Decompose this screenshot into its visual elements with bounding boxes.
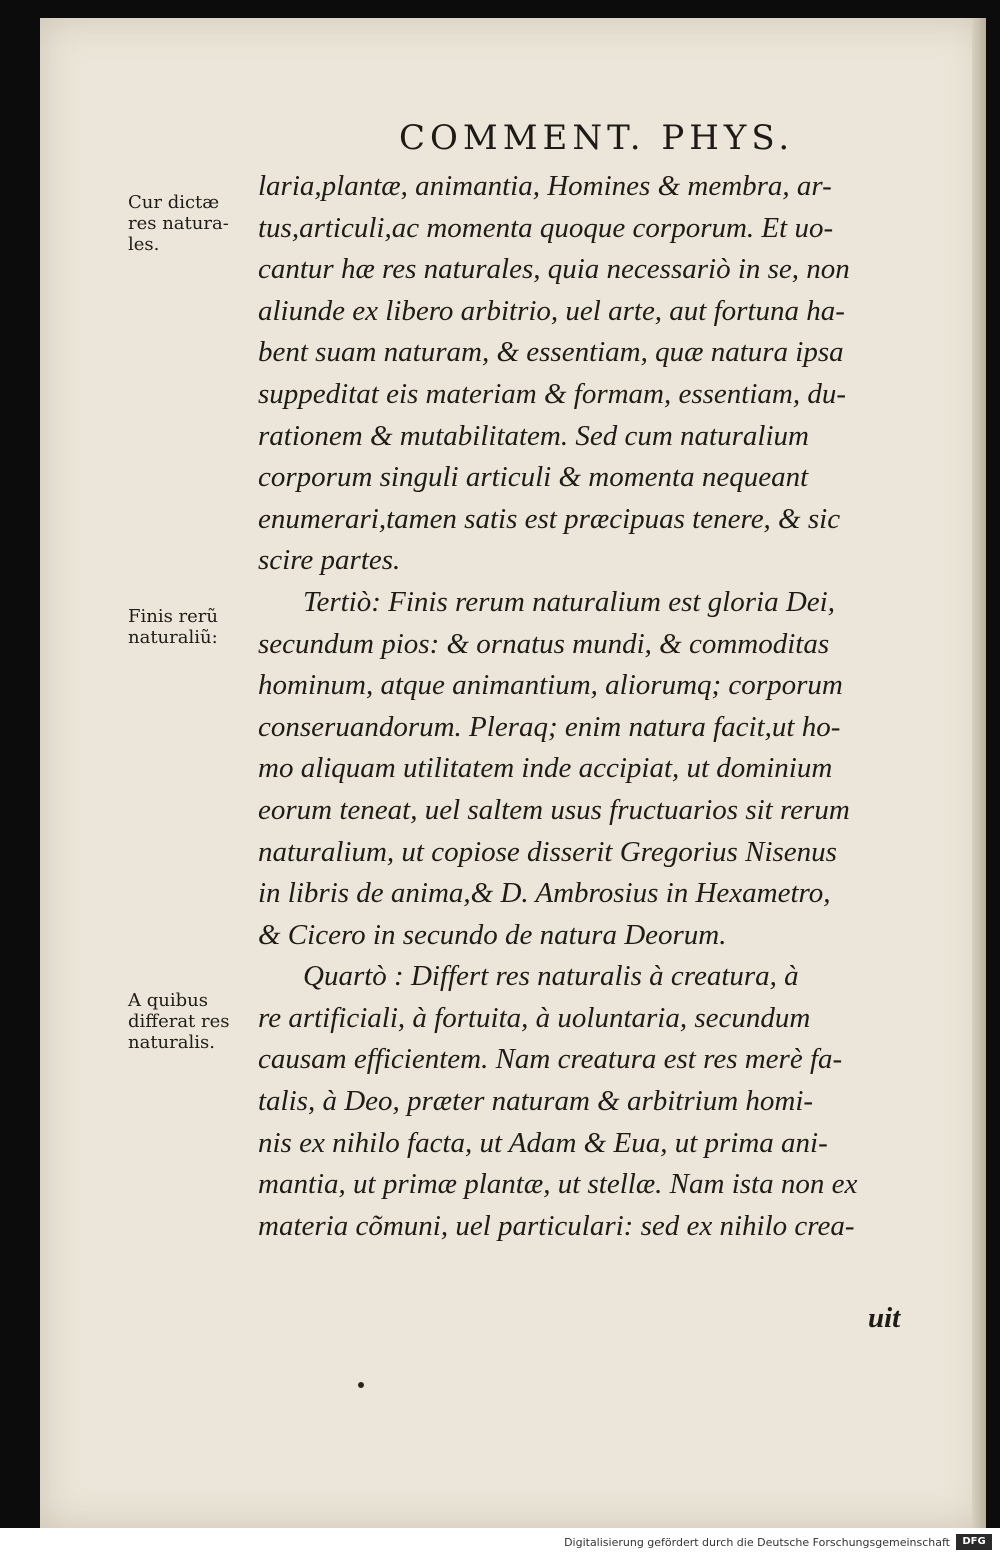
footer-credit: Digitalisierung gefördert durch die Deutsche Forschungsgemeinschaft (564, 1536, 950, 1549)
paragraph-start-line: Tertiò: Finis rerum naturalium est gloria Dei, (303, 585, 835, 618)
text-line: & Cicero in secundo de natura Deorum. (258, 918, 727, 951)
margin-note-line: A quibus (128, 990, 208, 1011)
margin-note-a-quibus (128, 990, 248, 1053)
margin-note-line: differat res (128, 1011, 230, 1032)
margin-note-line: les. (128, 234, 160, 255)
margin-note-line: Finis rerũ (128, 606, 219, 627)
paragraph-start-line: Quartò : Differt res naturalis à creatura, à (303, 960, 799, 993)
text-line: secundum pios: & ornatus mundi, & commoditas (258, 627, 830, 660)
text-line: enumerari,tamen satis est præcipuas tenere, & sic (258, 502, 841, 535)
text-line: aliunde ex libero arbitrio, uel arte, aut fortuna ha- (258, 294, 845, 327)
text-line: laria,plantæ, animantia, Homines & membra, ar- (258, 170, 832, 202)
margin-note-line: res natura- (128, 213, 229, 234)
margin-note-line: Cur dictæ (128, 192, 220, 213)
text-line: tus,articuli,ac momenta quoque corporum. Et uo- (258, 211, 834, 244)
digitization-footer (0, 1528, 1000, 1558)
text-line: causam efficientem. Nam creatura est res merè fa- (258, 1043, 843, 1076)
text-line: talis, à Deo, præter naturam & arbitrium homi- (258, 1085, 814, 1118)
dfg-logo: DFG (956, 1534, 992, 1550)
text-line: scire partes. (258, 544, 401, 577)
text-line: corporum singuli articuli & momenta nequeant (258, 461, 809, 494)
text-line: materia cõmuni, uel particulari: sed ex nihilo crea- (258, 1209, 855, 1242)
text-line: nis ex nihilo facta, ut Adam & Eua, ut prima ani- (258, 1126, 828, 1159)
text-line: in libris de anima,& D. Ambrosius in Hexametro, (258, 877, 831, 910)
margin-note-line: naturalis. (128, 1032, 215, 1053)
text-line: eorum teneat, uel saltem usus fructuarios sit rerum (258, 793, 850, 826)
running-header: COMMENT. PHYS. (399, 118, 795, 158)
text-line: conseruandorum. Pleraq; enim natura facit,ut ho- (258, 710, 841, 743)
margin-note-finis (128, 606, 248, 648)
text-line: re artificiali, à fortuita, à uoluntaria, secundum (258, 1001, 811, 1034)
ink-speck (358, 1382, 364, 1388)
text-line: rationem & mutabilitatem. Sed cum naturalium (258, 419, 809, 452)
catchword: uit (868, 1302, 901, 1334)
body-text (258, 166, 913, 1247)
text-line: naturalium, ut copiose disserit Gregorius Nisenus (258, 835, 837, 868)
text-line: hominum, atque animantium, aliorumq; corporum (258, 669, 843, 702)
text-line: cantur hæ res naturales, quia necessariò in se, non (258, 253, 850, 286)
text-line: bent suam naturam, & essentiam, quæ natura ipsa (258, 336, 844, 369)
text-line: mantia, ut primæ plantæ, ut stellæ. Nam ista non ex (258, 1168, 858, 1201)
margin-note-cur-dictae (128, 192, 248, 255)
text-line: suppeditat eis materiam & formam, essentiam, du- (258, 377, 847, 410)
text-line: mo aliquam utilitatem inde accipiat, ut dominium (258, 752, 833, 785)
page-spine-shadow (972, 18, 986, 1528)
margin-note-line: naturaliũ: (128, 627, 218, 648)
